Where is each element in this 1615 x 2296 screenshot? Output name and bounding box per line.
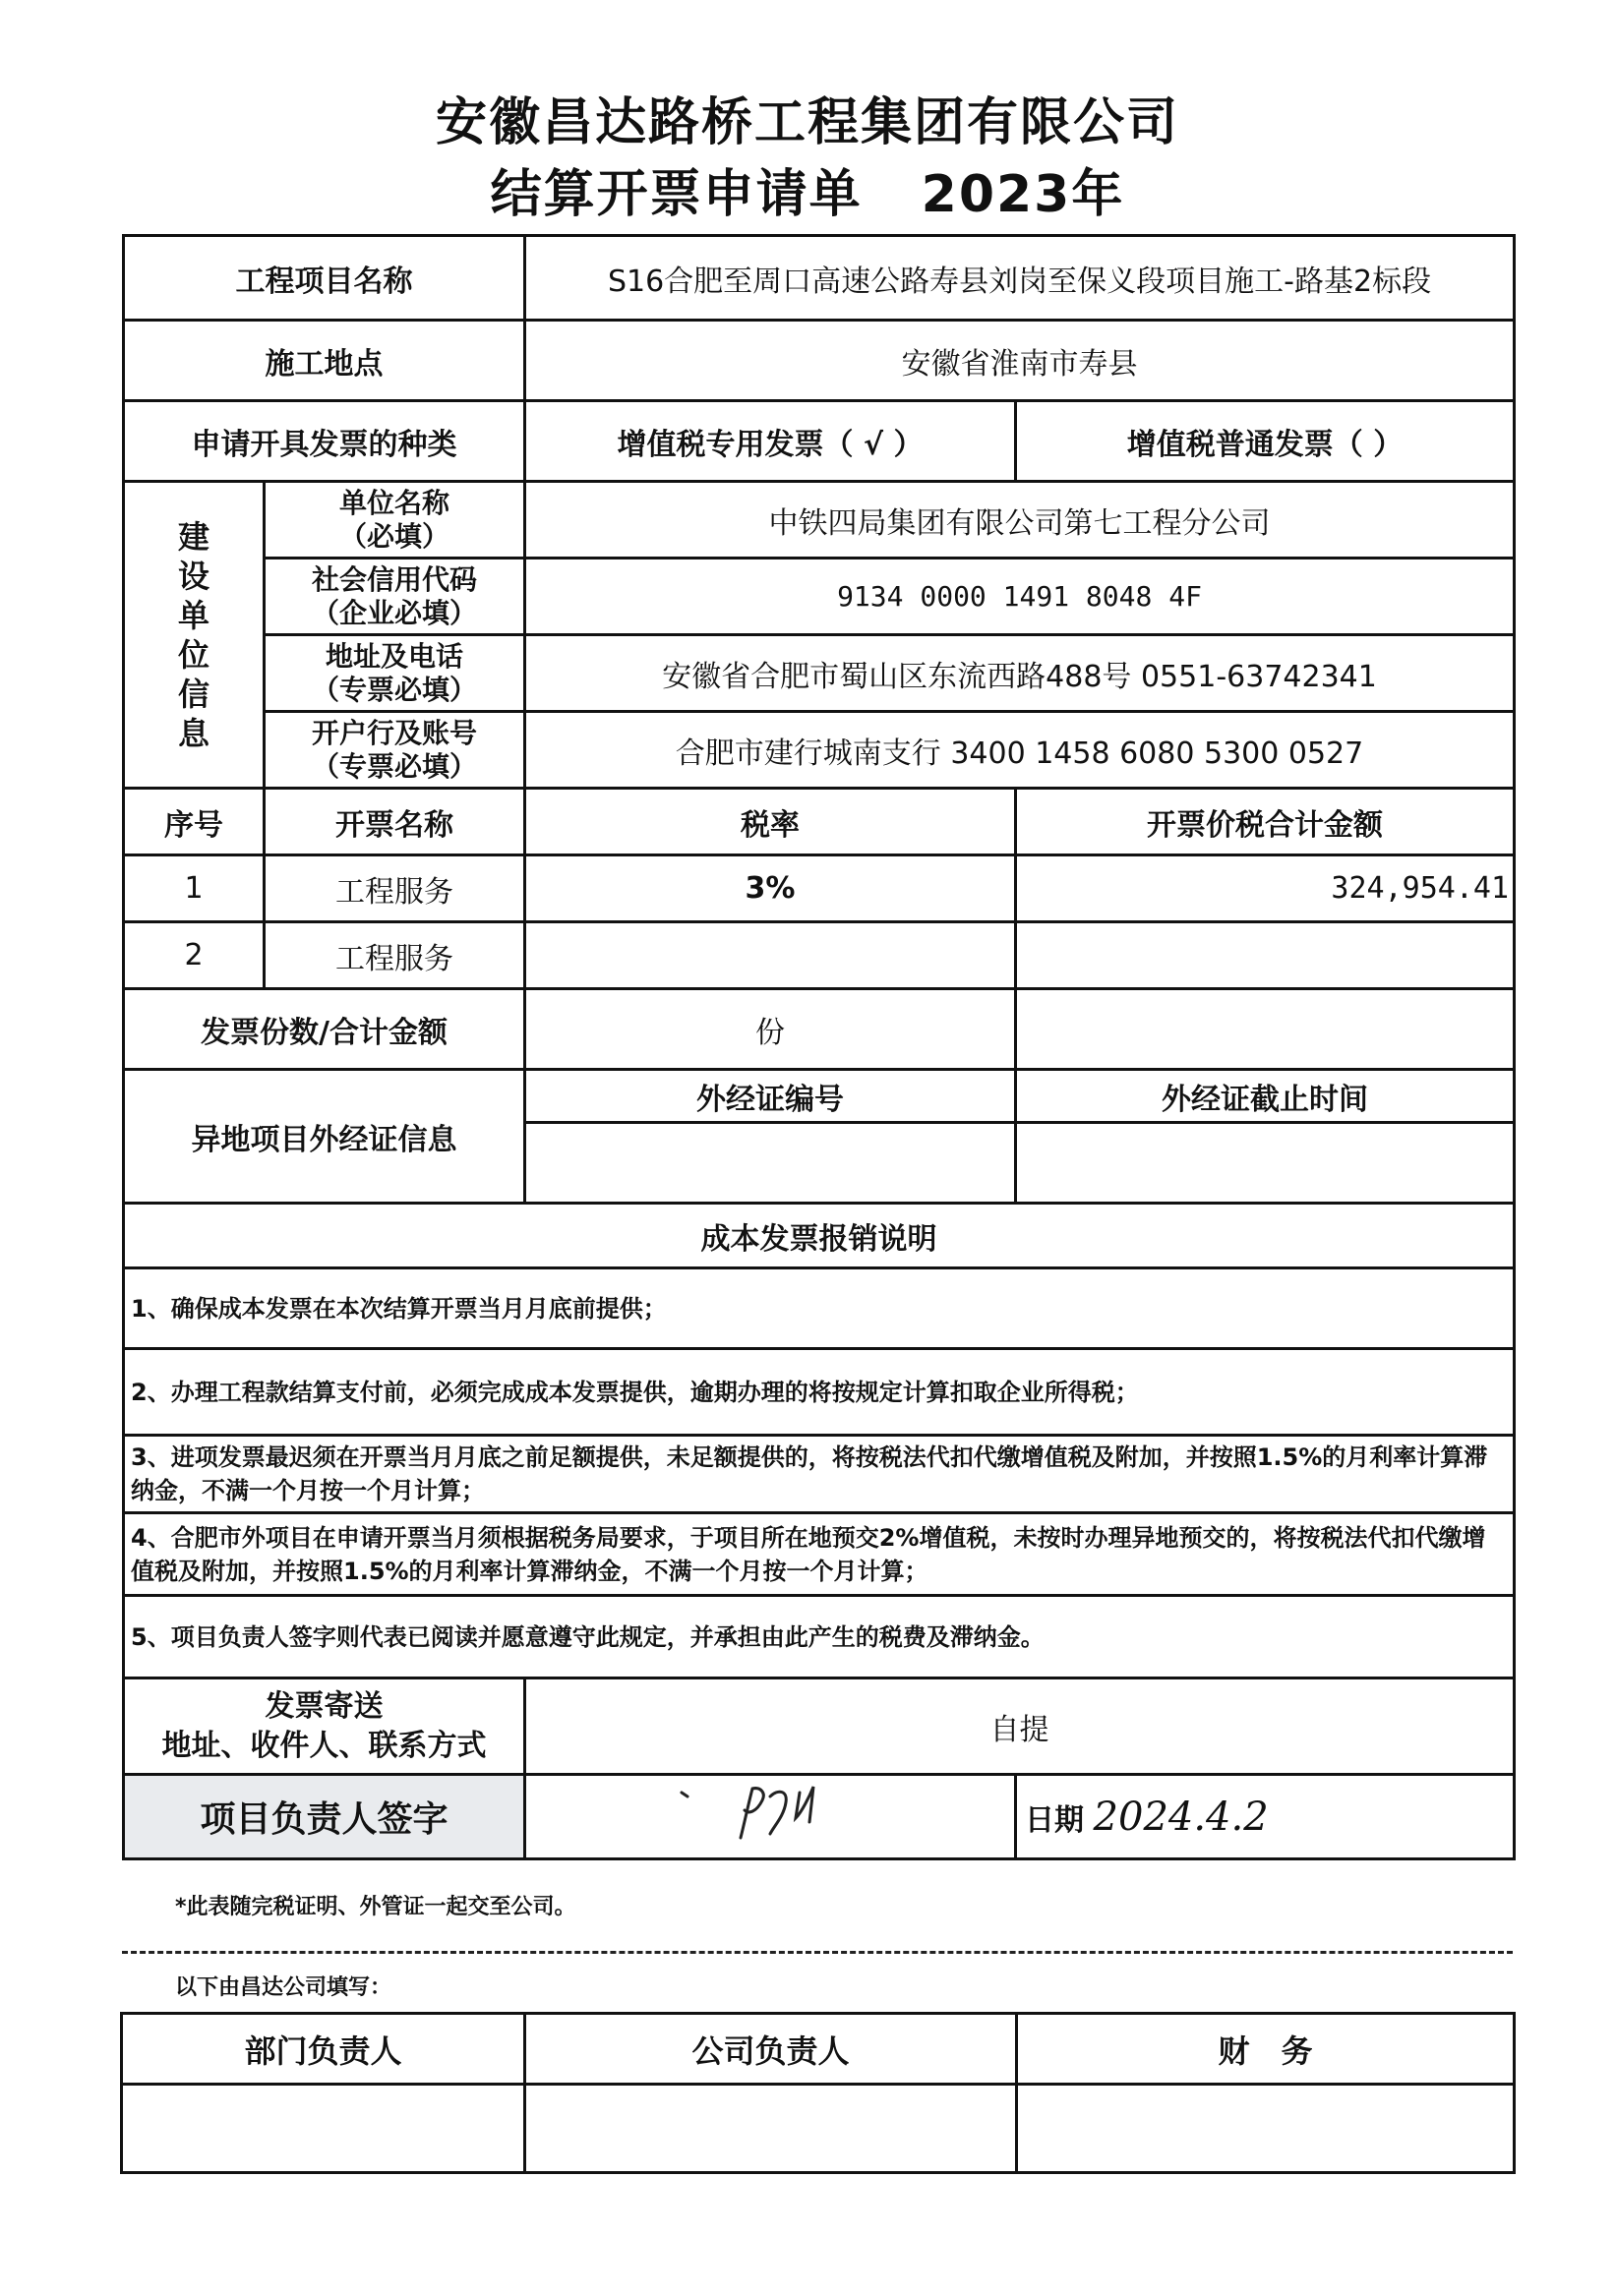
group-char: 设	[177, 557, 209, 595]
row-no: 1	[124, 855, 265, 922]
note-item-5: 5、项目负责人签字则代表已阅读并愿意遵守此规定，并承担由此产生的税费及滞纳金。	[124, 1596, 1515, 1678]
note-item-2: 2、办理工程款结算支付前，必须完成成本发票提供，逾期办理的将按规定计算扣取企业所得税；	[124, 1349, 1515, 1436]
company-head-header: 公司负责人	[525, 2014, 1017, 2085]
invoice-type-label: 申请开具发票的种类	[124, 401, 525, 482]
field-label: 开户行及账号	[311, 716, 477, 749]
finance-sign	[1017, 2085, 1515, 2173]
builder-row-3	[124, 635, 1515, 712]
builder-row-4	[124, 712, 1515, 789]
builder-info-group-label	[124, 482, 265, 789]
row-rate	[525, 922, 1016, 989]
items-header-row	[124, 789, 1515, 855]
ordinary-invoice-option: 增值税普通发票（ ）	[1016, 401, 1515, 482]
external-header-row	[124, 1070, 1515, 1123]
date-label: 日期	[1025, 1802, 1084, 1838]
row-no: 2	[124, 922, 265, 989]
form-title-text: 结算开票申请单	[490, 165, 863, 224]
company-head-sign	[525, 2085, 1017, 2173]
dept-head-header: 部门负责人	[122, 2014, 525, 2085]
external-deadline-value	[1016, 1123, 1515, 1204]
field-hint: （专票必填）	[311, 749, 477, 783]
note-row	[124, 1436, 1515, 1513]
date-field	[1016, 1775, 1515, 1859]
external-deadline-label: 外经证截止时间	[1016, 1070, 1515, 1123]
project-name-value: S16合肥至周口高速公路寿县刘岗至保义段项目施工-路基2标段	[525, 236, 1515, 321]
group-char: 建	[177, 517, 209, 556]
signature-label: 项目负责人签字	[124, 1775, 525, 1859]
col-header-rate: 税率	[525, 789, 1016, 855]
external-no-label: 外经证编号	[525, 1070, 1016, 1123]
invoice-count-unit: 份	[525, 989, 1016, 1070]
credit-code-value: 9134 0000 1491 8048 4F	[525, 559, 1515, 635]
note-row	[124, 1268, 1515, 1349]
project-name-row	[124, 236, 1515, 321]
row-name: 工程服务	[265, 855, 525, 922]
builder-row-2	[124, 559, 1515, 635]
delivery-label-line: 发票寄送	[265, 1688, 384, 1724]
table-row	[124, 922, 1515, 989]
delivery-value: 自提	[525, 1678, 1515, 1775]
col-header-amount: 开票价税合计金额	[1016, 789, 1515, 855]
row-amount	[1016, 922, 1515, 989]
special-invoice-option: 增值税专用发票（ √ ）	[525, 401, 1016, 482]
address-phone-label	[265, 635, 525, 712]
dept-head-sign	[122, 2085, 525, 2173]
row-name: 工程服务	[265, 922, 525, 989]
approval-header-row	[122, 2014, 1515, 2085]
field-hint: （必填）	[338, 519, 449, 553]
builder-row-1	[124, 482, 1515, 559]
unit-name-label	[265, 482, 525, 559]
group-char: 信	[177, 675, 209, 713]
field-hint: （企业必填）	[311, 596, 477, 629]
signature-row	[124, 1775, 1515, 1859]
invoice-type-row	[124, 401, 1515, 482]
field-label: 社会信用代码	[311, 562, 477, 596]
finance-header: 财 务	[1017, 2014, 1515, 2085]
application-form-table	[122, 234, 1516, 1860]
note-item-4: 4、合肥市外项目在申请开票当月须根据税务局要求，于项目所在地预交2%增值税，未按时办理异地预交的，将按税法代扣代缴增值税及附加，并按照1.5%的月利率计算滞纳金，不满一个月按一个月计算；	[124, 1513, 1515, 1596]
date-value: 2024.4.2	[1093, 1794, 1269, 1840]
note-row	[124, 1596, 1515, 1678]
address-phone-value: 安徽省合肥市蜀山区东流西路488号 0551-63742341	[525, 635, 1515, 712]
field-label: 单位名称	[338, 486, 449, 519]
bank-account-value: 合肥市建行城南支行 3400 1458 6080 5300 0527	[525, 712, 1515, 789]
field-hint: （专票必填）	[311, 673, 477, 706]
company-fill-note: 以下由昌达公司填写：	[175, 1975, 392, 2000]
notes-title-row	[124, 1204, 1515, 1268]
totals-row	[124, 989, 1515, 1070]
bank-account-label	[265, 712, 525, 789]
unit-name-value: 中铁四局集团有限公司第七工程分公司	[525, 482, 1515, 559]
table-row	[124, 855, 1515, 922]
field-label: 地址及电话	[325, 639, 463, 673]
delivery-label	[124, 1678, 525, 1775]
total-amount	[1016, 989, 1515, 1070]
col-header-no: 序号	[124, 789, 265, 855]
note-row	[124, 1349, 1515, 1436]
note-item-3: 3、进项发票最迟须在开票当月月底之前足额提供，未足额提供的，将按税法代扣代缴增值税及附加，并按照1.5%的月利率计算滞纳金，不满一个月按一个月计算；	[124, 1436, 1515, 1513]
footnote: *此表随完税证明、外管证一起交至公司。	[175, 1895, 576, 1919]
note-row	[124, 1513, 1515, 1596]
row-rate: 3%	[525, 855, 1016, 922]
external-no-value	[525, 1123, 1016, 1204]
project-name-label: 工程项目名称	[124, 236, 525, 321]
form-title	[0, 152, 1615, 226]
company-approval-table	[120, 2012, 1516, 2174]
delivery-label-line: 地址、收件人、联系方式	[161, 1728, 487, 1763]
signature-field	[525, 1775, 1016, 1859]
row-amount: 324,954.41	[1016, 855, 1515, 922]
company-title: 安徽昌达路桥工程集团有限公司	[435, 93, 1179, 152]
form-year: 2023年	[921, 165, 1125, 224]
location-label: 施工地点	[124, 321, 525, 401]
location-row	[124, 321, 1515, 401]
col-header-name: 开票名称	[265, 789, 525, 855]
notes-title: 成本发票报销说明	[124, 1204, 1515, 1268]
external-info-label: 异地项目外经证信息	[124, 1070, 525, 1204]
group-char: 单	[177, 596, 209, 634]
location-value: 安徽省淮南市寿县	[525, 321, 1515, 401]
note-item-1: 1、确保成本发票在本次结算开票当月月底前提供；	[124, 1268, 1515, 1349]
credit-code-label	[265, 559, 525, 635]
cut-line	[122, 1951, 1513, 1954]
totals-label: 发票份数/合计金额	[124, 989, 525, 1070]
group-char: 位	[177, 635, 209, 674]
group-char: 息	[177, 714, 209, 752]
delivery-row	[124, 1678, 1515, 1775]
approval-sign-row	[122, 2085, 1515, 2173]
handwritten-signature	[672, 1779, 868, 1848]
